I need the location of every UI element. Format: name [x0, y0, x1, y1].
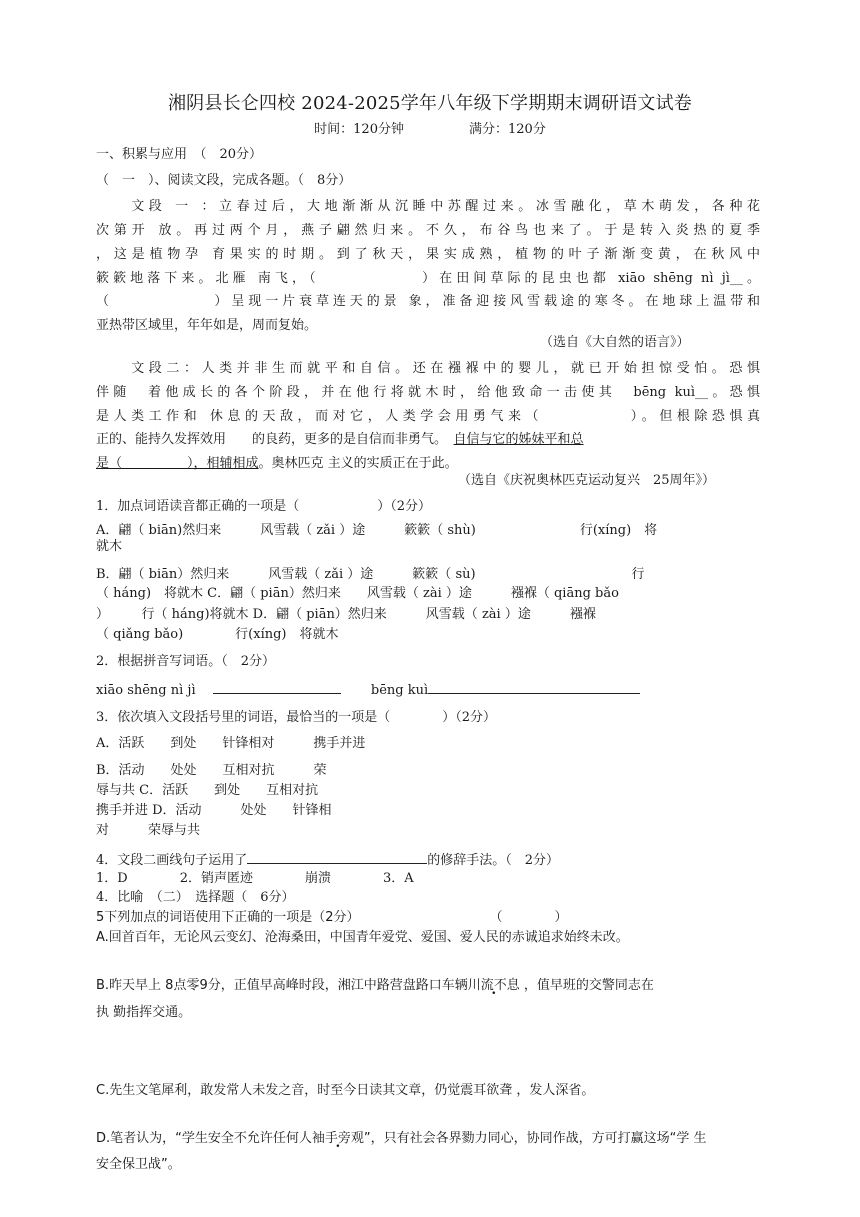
- q1-option-cont: （ háng) 将就木 C．翩（ piān）然归来 风雪载（ zài ）途 襁褓（ qiāng bǎo: [96, 586, 619, 601]
- passage2-line: 正的、能持久发挥效用 的良药，更多的是自信而非勇气。 自信与它的姊妹平和总: [96, 432, 584, 447]
- q1-option-b: B．翩（ biān）然归来 风雪载（ zǎi ）途 簌簌（ sù) 行: [96, 567, 645, 582]
- q5-option-d: D.笔者认为，“学生安全不允许任何人袖手旁观”，只有社会各界勠力同心，协同作战，方可打赢这场“学 生: [96, 1131, 707, 1146]
- passage1-line: ，这是植物孕 育果实的时期。到了秋天，果实成熟，植物的叶子渐渐变黄，在秋风中: [96, 247, 760, 262]
- q5-option-b: B.昨天早上 8点零9分，正值早高峰时段，湘江中路营盘路口车辆川流不息 ，值早班的交警同志在: [96, 978, 654, 993]
- q5-option-d-cont: 安全保卫战”。: [96, 1157, 181, 1172]
- q2-answer-line: xiāo shēng nì jì bēng kuì: [96, 680, 640, 700]
- exam-meta: [0, 121, 860, 139]
- answer-key-line: 1．D 2．销声匿迹 崩溃 3．A: [96, 871, 414, 886]
- q5-option-a: A.回首百年，无论风云变幻、沧海桑田，中国青年爱党、爱国、爱人民的赤诚追求始终未改。: [96, 930, 629, 945]
- question-3: 3．依次填入文段括号里的词语，最恰当的一项是（ ）（2分）: [96, 710, 497, 725]
- exam-title: 湘阴县长仑四校 2024-2025学年八年级下学期期末调研语文试卷: [167, 93, 693, 114]
- dotted-term: 川流不息: [467, 978, 520, 993]
- q3-option-b: B．活动 处处 互相对抗 荣: [96, 763, 327, 778]
- q5-option-b-cont: 执 勤指挥交通。: [96, 1005, 192, 1020]
- passage1-line: （ ）呈现一片衰草连天的景 象，准备迎接风雪载途的寒冬。在地球上温带和: [96, 294, 760, 309]
- question-1: 1．加点词语读音都正确的一项是（ ）（2分）: [96, 499, 432, 514]
- question-2: 2．根据拼音写词语。（ 2分）: [96, 654, 276, 669]
- answer-blank[interactable]: [428, 680, 640, 694]
- time-limit: 时间：120分钟: [314, 122, 404, 137]
- passage2-source: （选自《庆祝奥林匹克运动复兴 25周年》）: [458, 473, 716, 488]
- q1-option-cont: （ qiǎng bǎo) 行(xíng) 将就木: [96, 627, 339, 642]
- dotted-term: 袖手旁观: [311, 1131, 364, 1146]
- passage2-line: 是人类工作和 休息的天敌，而对它，人类学会用勇气来（ ）。但根除恐惧真: [96, 409, 760, 424]
- section-heading: 一、积累与应用 （ 20分）: [96, 147, 263, 162]
- underlined-sentence: 是（ ）: [96, 456, 194, 471]
- answer-key-line: 4．比喻 （二） 选择题（ 6分）: [96, 890, 295, 905]
- passage1-line: 次第开 放。再过两个月，燕子翩然归来。不久，布谷鸟也来了。于是转入炎热的夏季: [96, 223, 760, 238]
- q3-option-cont: 携手并进 D．活动 处处 针锋相: [96, 803, 332, 818]
- answer-blank[interactable]: [247, 850, 427, 864]
- q3-option-cont: 对 荣辱与共: [96, 823, 201, 838]
- question-5: 5下列加点的词语使用下正确的一项是（2分） （ ）: [96, 910, 568, 925]
- question-4: 4．文段二画线句子运用了 的修辞手法。（ 2分）: [96, 850, 559, 870]
- q1-option-cont: ） 行（ háng)将就木 D．翩（ piān）然归来 风雪载（ zài ）途 襁褓: [96, 607, 596, 622]
- underlined-sentence: 自信与它的姊妹平和总: [453, 432, 584, 447]
- full-score: 满分：120分: [469, 122, 546, 137]
- q3-option-cont: 辱与共 C．活跃 到处 互相对抗: [96, 783, 319, 798]
- passage1-line: 簌簌地落下来。北雁 南飞，（ ）在田间草际的昆虫也都 xiāo shēng nì jì__。: [96, 271, 760, 286]
- part-heading: （ 一 ）、阅读文段，完成各题。（ 8分）: [96, 173, 352, 188]
- passage2-line: 是（ ），相辅相成。奥林匹克 主义的实质正在于此。: [96, 456, 458, 471]
- answer-blank[interactable]: [213, 680, 341, 694]
- q1-option-a: A．翩（ biān)然归来 风雪载（ zǎi ）途 簌簌（ shù) 行(xíng) 将: [96, 523, 658, 538]
- passage2-line: 伴随 着他成长的各个阶段，并在他行将就木时，给他致命一击使其 bēng kuì__。恐惧: [96, 385, 760, 400]
- passage1-line: 文段 一 ：立春过后，大地渐渐从沉睡中苏醒过来。冰雪融化，草木萌发，各种花: [96, 199, 760, 214]
- q5-option-c: C.先生文笔犀利，敢发常人未发之音，时至今日读其文章，仍觉震耳欲聋 ，发人深省。: [96, 1083, 595, 1098]
- passage1-line: 亚热带区域里，年年如是，周而复始。: [96, 318, 318, 333]
- q3-option-a: A．活跃 到处 针锋相对 携手并进: [96, 736, 366, 751]
- passage2-line: 文段二：人类并非生而就平和自信。还在襁褓中的婴儿，就已开始担惊受怕。恐惧: [96, 361, 760, 376]
- passage1-source: （选自《大自然的语言》）: [540, 335, 690, 350]
- q1-option-a-cont: 就木: [96, 539, 123, 554]
